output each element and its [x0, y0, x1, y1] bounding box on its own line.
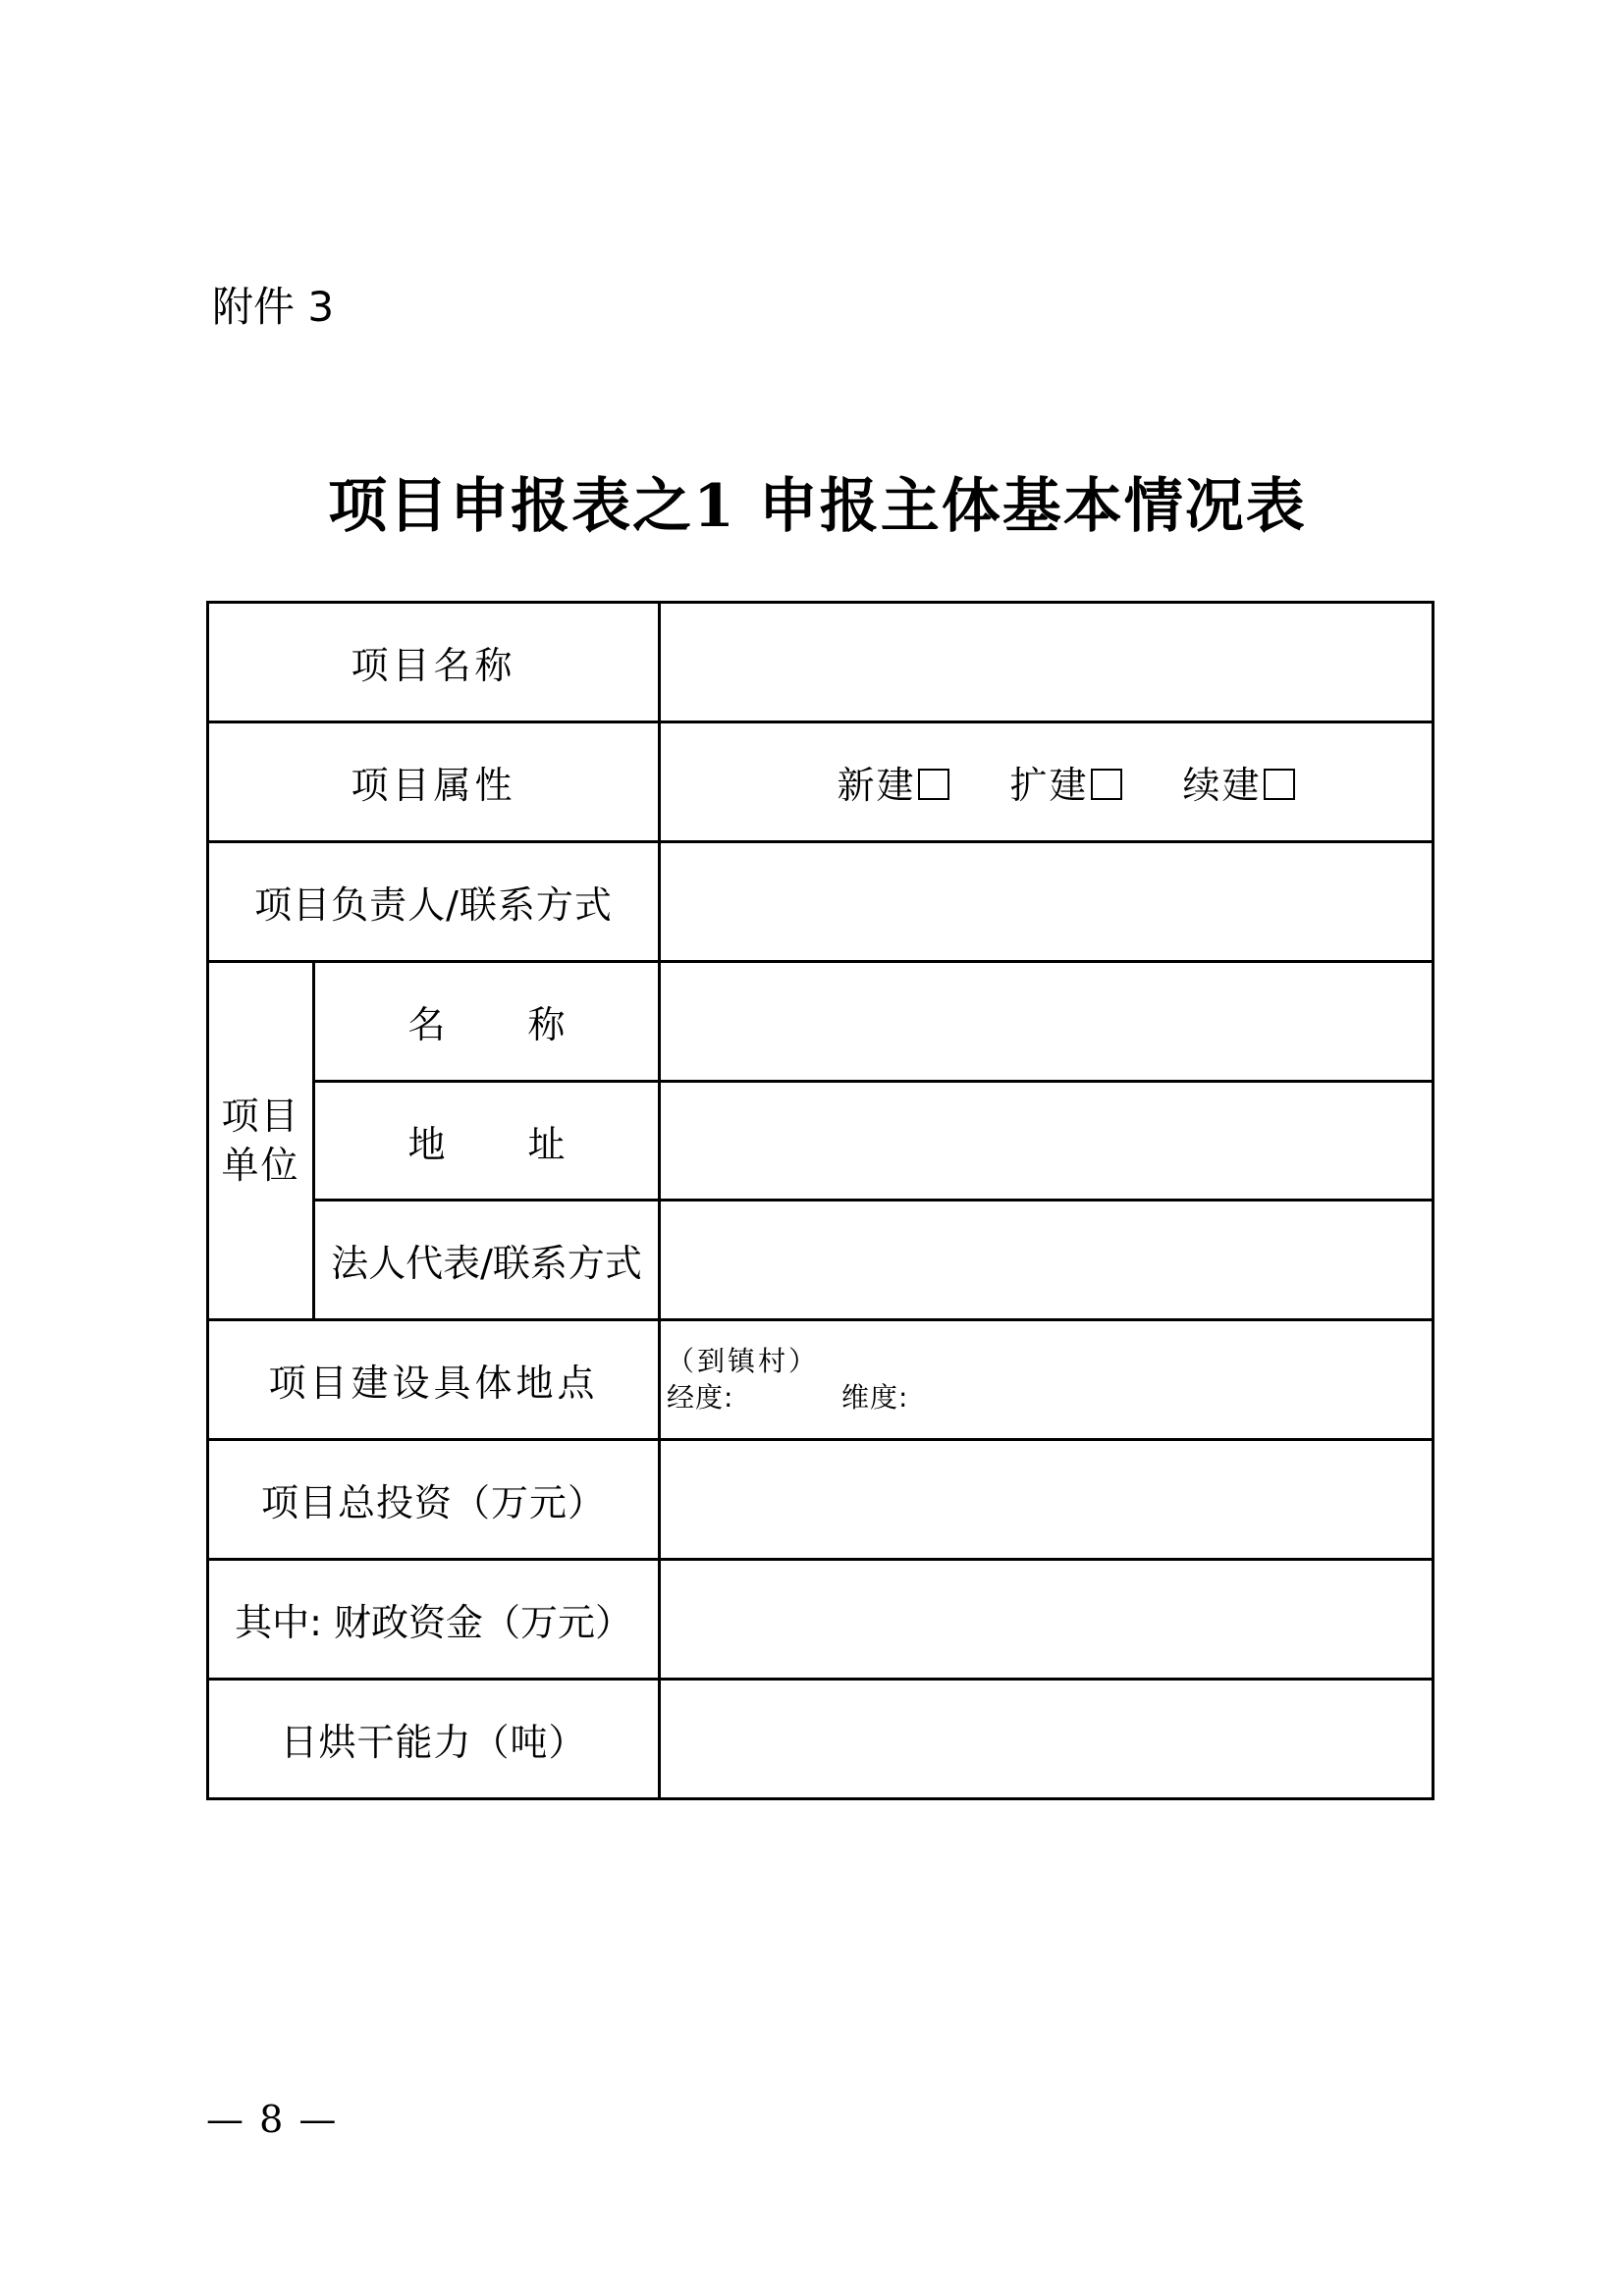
fiscal-funds-label: 其中: 财政资金（万元）: [208, 1560, 660, 1680]
legal-rep-label: 法人代表/联系方式: [314, 1201, 660, 1320]
drying-capacity-field[interactable]: [660, 1680, 1434, 1799]
checkbox-icon[interactable]: [918, 769, 949, 800]
total-investment-field[interactable]: [660, 1440, 1434, 1560]
applicant-info-table: [206, 601, 1434, 1800]
attachment-label: 附件 3: [212, 283, 335, 331]
unit-address-field[interactable]: [660, 1081, 1434, 1201]
project-name-field[interactable]: [660, 603, 1434, 722]
option-expansion[interactable]: [1010, 755, 1122, 809]
unit-name-field[interactable]: [660, 961, 1434, 1081]
row-project-name: [208, 603, 1434, 722]
drying-capacity-label: 日烘干能力（吨）: [208, 1680, 660, 1799]
option-expansion-label: 扩建: [1009, 763, 1089, 807]
project-name-label: 项目名称: [208, 603, 660, 722]
location-label: 项目建设具体地点: [208, 1320, 660, 1440]
checkbox-icon[interactable]: [1264, 769, 1295, 800]
location-field[interactable]: [660, 1320, 1434, 1440]
location-hint: （到镇村）: [667, 1344, 820, 1377]
unit-name-label-cell: [314, 961, 660, 1081]
option-new-build[interactable]: [837, 755, 948, 809]
legal-rep-field[interactable]: [660, 1201, 1434, 1320]
row-fiscal-funds: [208, 1560, 1434, 1680]
row-project-manager: [208, 841, 1434, 961]
row-project-type: [208, 721, 1434, 841]
option-new-build-label: 新建: [837, 763, 916, 807]
total-investment-label: 项目总投资（万元）: [208, 1440, 660, 1560]
option-continuation-label: 续建: [1182, 763, 1262, 807]
project-type-field: [660, 721, 1434, 841]
coordinates: [667, 1379, 1432, 1416]
row-total-investment: [208, 1440, 1434, 1560]
option-continuation[interactable]: [1183, 755, 1295, 809]
document-title: 项目申报表之1 申报主体基本情况表: [328, 472, 1307, 541]
unit-address-label-cell: [314, 1081, 660, 1201]
longitude-label: 经度:: [667, 1380, 734, 1414]
unit-name-label: 名称: [407, 1002, 566, 1046]
row-location: [208, 1320, 1434, 1440]
checkbox-icon[interactable]: [1091, 769, 1122, 800]
fiscal-funds-field[interactable]: [660, 1560, 1434, 1680]
unit-group-cell: [208, 961, 314, 1320]
row-unit-address: [208, 1081, 1434, 1201]
row-legal-representative: [208, 1201, 1434, 1320]
row-drying-capacity: [208, 1680, 1434, 1799]
page-number: — 8 —: [206, 2098, 339, 2141]
project-manager-field[interactable]: [660, 841, 1434, 961]
unit-address-label: 地址: [407, 1122, 566, 1166]
project-type-label: 项目属性: [208, 721, 660, 841]
unit-group-label: 项目单位: [221, 1095, 300, 1187]
row-unit-name: [208, 961, 1434, 1081]
latitude-label: 维度:: [841, 1380, 909, 1414]
project-manager-label: 项目负责人/联系方式: [208, 841, 660, 961]
